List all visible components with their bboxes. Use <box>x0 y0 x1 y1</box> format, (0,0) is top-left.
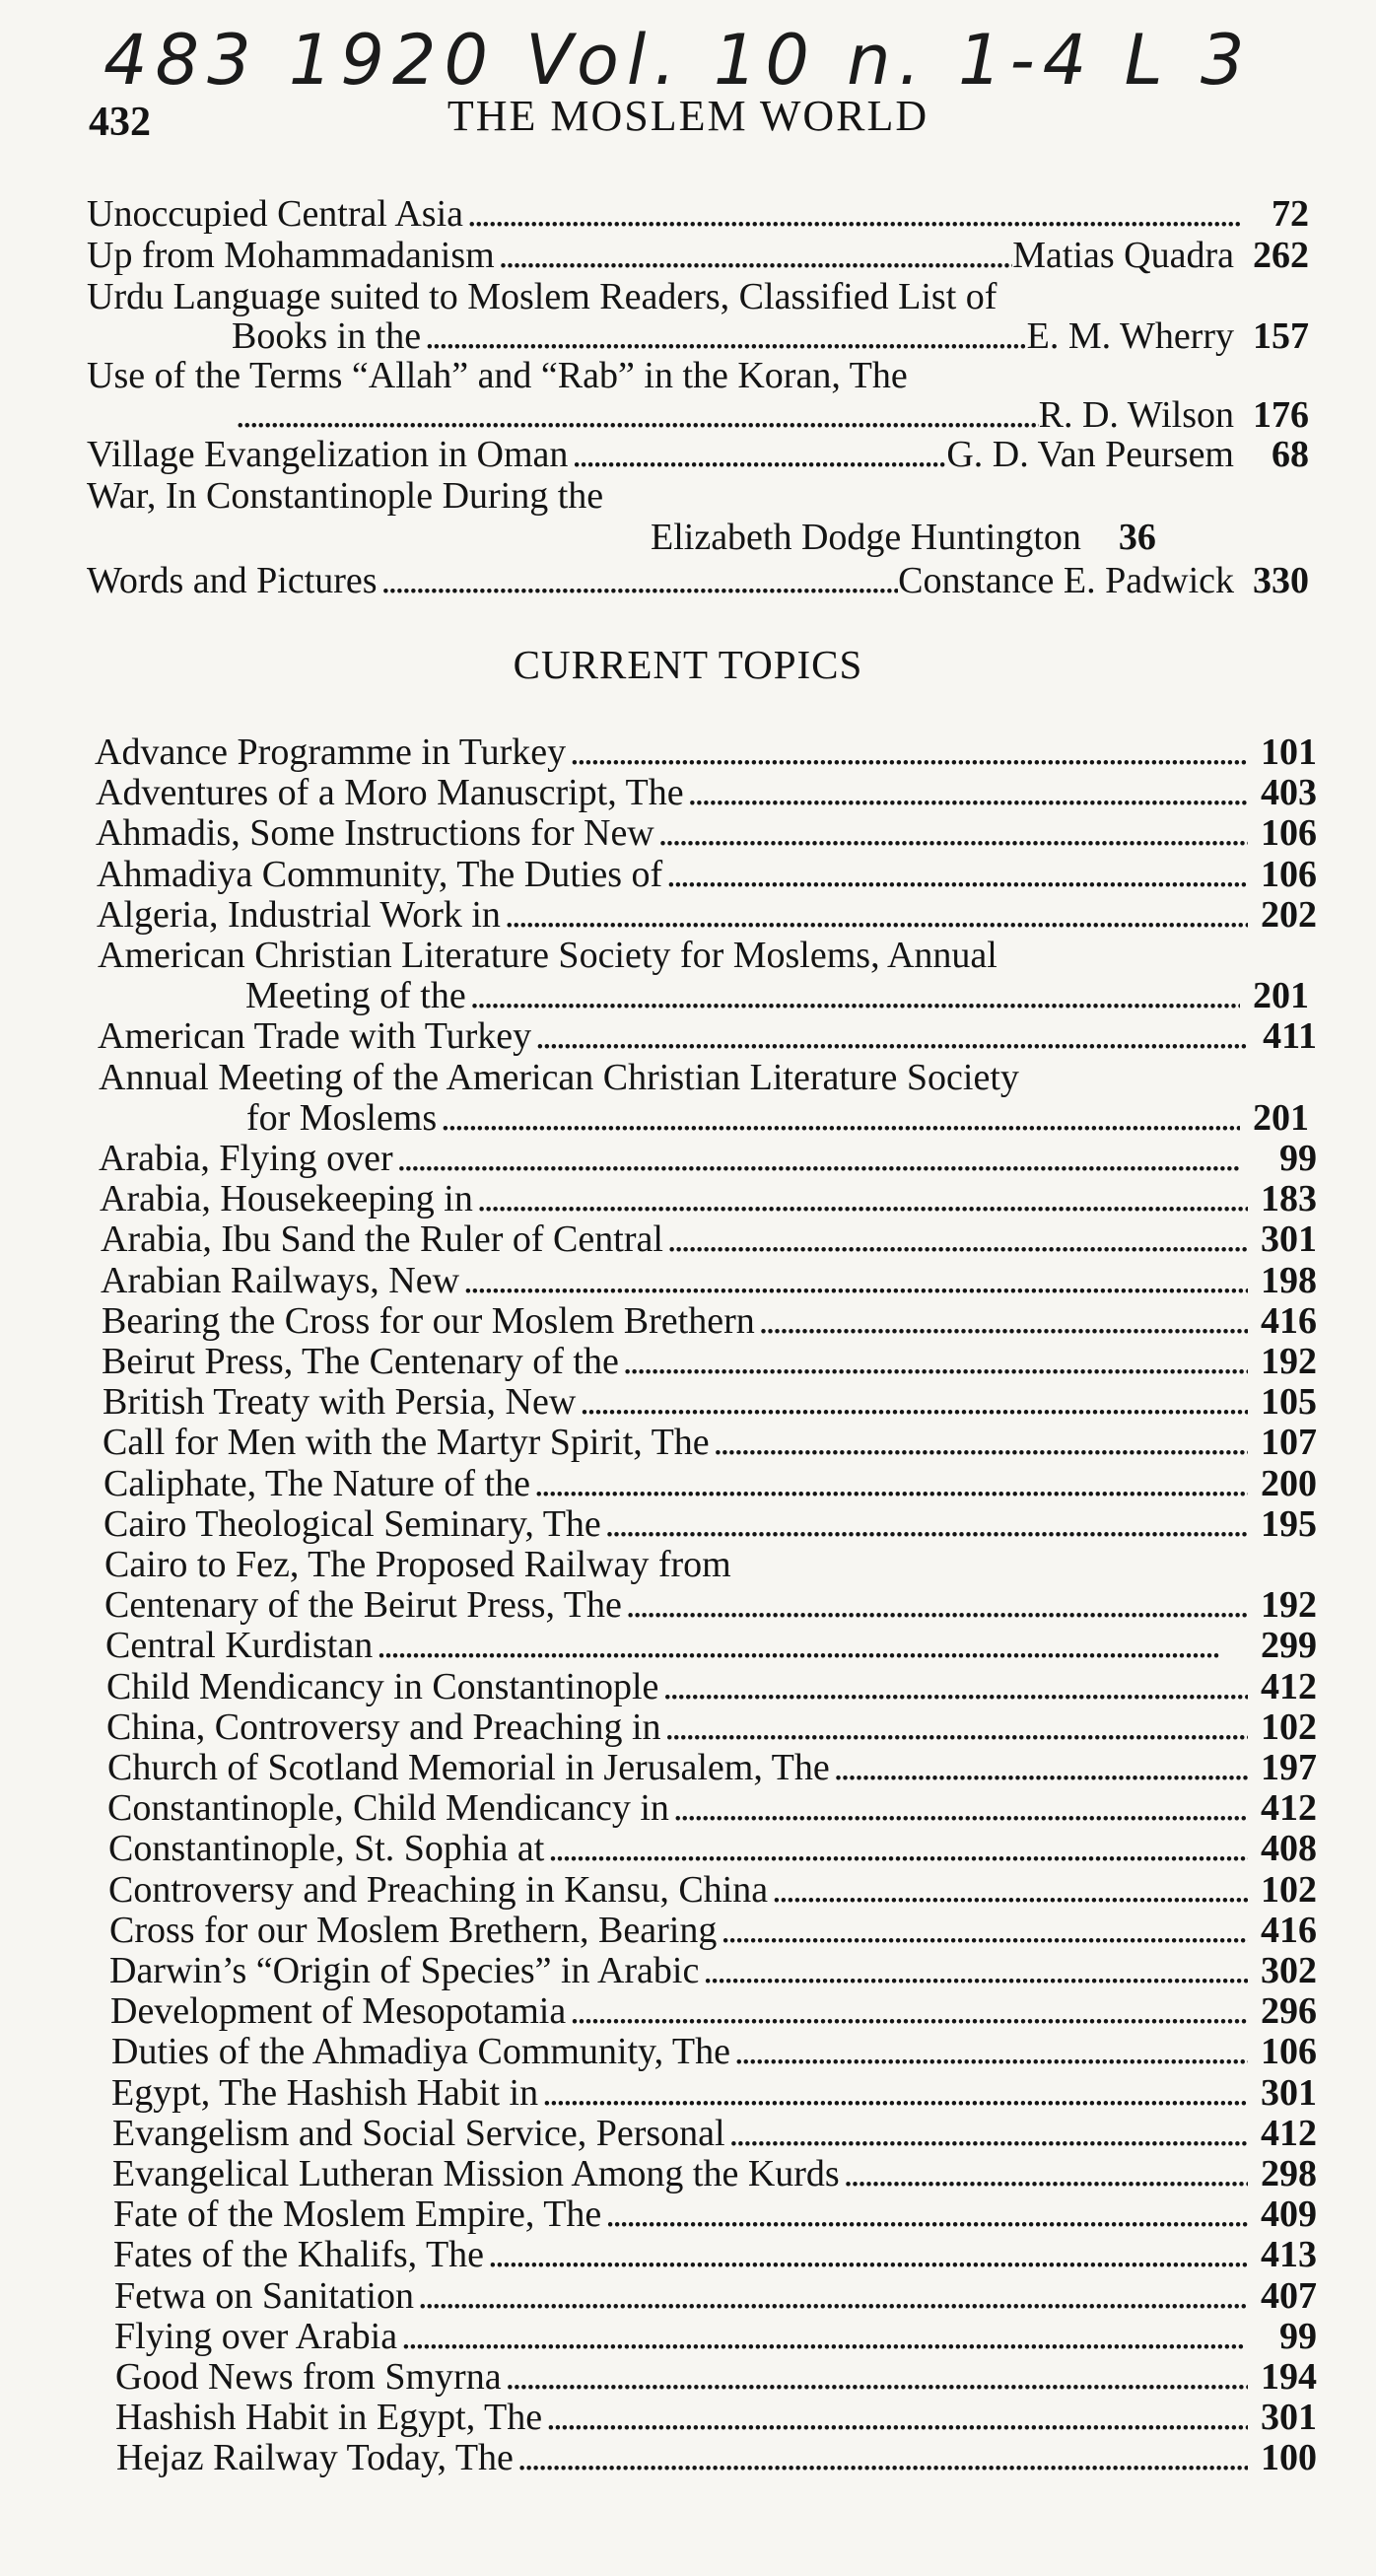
entry-page: 157 <box>1253 315 1309 357</box>
topic-entry <box>96 812 1317 854</box>
topic-page: 101 <box>1261 731 1317 773</box>
topic-page: 106 <box>1261 854 1317 895</box>
topic-title: Darwin’s “Origin of Species” in Arabic <box>109 1950 700 1991</box>
index-entry <box>87 434 1309 475</box>
topic-page: 198 <box>1261 1260 1317 1301</box>
topic-entry <box>97 894 1317 936</box>
topic-entry <box>111 2072 1317 2114</box>
index-entry <box>87 560 1309 601</box>
index-entry <box>232 394 1309 436</box>
entry-author: Matias Quadra <box>1012 235 1234 276</box>
topic-entry <box>103 1503 1317 1545</box>
topic-page: 192 <box>1261 1341 1317 1382</box>
topic-entry <box>112 2153 1317 2194</box>
topic-title: Flying over Arabia <box>114 2316 398 2357</box>
index-entry <box>232 315 1309 357</box>
topic-page: 301 <box>1261 2397 1317 2438</box>
topic-entry <box>104 1584 1317 1626</box>
topic-title: Ahmadiya Community, The Duties of <box>97 854 663 895</box>
topic-title: Church of Scotland Memorial in Jerusalem, The <box>107 1747 830 1788</box>
topic-page: 197 <box>1261 1747 1317 1788</box>
section-title: CURRENT TOPICS <box>513 642 863 687</box>
entry-title: Urdu Language suited to Moslem Readers, Classified List of <box>87 276 998 317</box>
entry-page: 176 <box>1253 394 1309 436</box>
topic-title: Cairo to Fez, The Proposed Railway from <box>104 1544 731 1585</box>
entry-author: Elizabeth Dodge Huntington <box>651 517 1081 558</box>
topic-title: Beirut Press, The Centenary of the <box>102 1341 619 1382</box>
topic-title: Fates of the Khalifs, The <box>113 2234 485 2275</box>
topic-entry <box>105 1625 1317 1666</box>
topic-page: 192 <box>1261 1584 1317 1626</box>
topic-page: 106 <box>1261 2031 1317 2072</box>
topic-entry <box>113 2193 1317 2235</box>
topic-title: Constantinople, Child Mendicancy in <box>107 1787 669 1829</box>
topic-page: 408 <box>1261 1828 1317 1869</box>
topic-entry <box>107 1747 1317 1788</box>
topic-page: 409 <box>1261 2193 1317 2235</box>
topic-entry <box>113 2234 1317 2275</box>
topic-page: 412 <box>1261 2113 1317 2154</box>
topic-title: American Christian Literature Society for Moslems, Annual <box>98 935 998 976</box>
entry-page: 330 <box>1253 560 1309 601</box>
topic-title: Ahmadis, Some Instructions for New <box>96 812 654 854</box>
topic-title-cont: Meeting of the <box>245 975 466 1016</box>
entry-page: 262 <box>1253 235 1309 276</box>
topic-title: Annual Meeting of the American Christian Literature Society <box>99 1057 1019 1098</box>
topic-title: Caliphate, The Nature of the <box>103 1463 530 1504</box>
topic-page: 301 <box>1261 2072 1317 2114</box>
topic-entry <box>102 1341 1317 1382</box>
topic-entry <box>112 2113 1317 2154</box>
entry-title: Use of the Terms “Allah” and “Rab” in the Koran, The <box>87 355 908 396</box>
topic-page: 107 <box>1261 1422 1317 1463</box>
topic-entry <box>101 1218 1317 1260</box>
topic-page: 302 <box>1261 1950 1317 1991</box>
topic-page: 202 <box>1261 894 1317 936</box>
topic-entry <box>103 1422 1317 1463</box>
topic-title: Hashish Habit in Egypt, The <box>115 2397 543 2438</box>
topic-title: Algeria, Industrial Work in <box>97 894 501 936</box>
page-number: 432 <box>89 100 151 145</box>
topic-page: 194 <box>1261 2356 1317 2398</box>
entry-title-cont: Books in the <box>232 315 422 357</box>
topic-title: Advance Programme in Turkey <box>95 731 567 773</box>
topic-page: 201 <box>1253 975 1309 1016</box>
entry-author: Constance E. Padwick <box>898 560 1234 601</box>
topic-entry <box>106 1666 1317 1707</box>
topic-entry <box>108 1869 1317 1911</box>
topic-page: 102 <box>1261 1869 1317 1911</box>
topic-entry <box>100 1178 1317 1219</box>
topic-page: 413 <box>1261 2234 1317 2275</box>
topic-title: Centenary of the Beirut Press, The <box>104 1584 622 1626</box>
topic-page: 106 <box>1261 812 1317 854</box>
topic-page: 195 <box>1261 1503 1317 1545</box>
topic-entry <box>97 854 1317 895</box>
index-entry <box>87 193 1309 235</box>
entry-title: Words and Pictures <box>87 560 378 601</box>
running-head: THE MOSLEM WORLD <box>447 92 929 140</box>
entry-page: 72 <box>1272 193 1309 235</box>
topic-entry <box>99 1138 1317 1179</box>
entry-author: G. D. Van Peursem <box>946 434 1234 475</box>
topic-page: 201 <box>1253 1097 1309 1139</box>
entry-title: Up from Mohammadanism <box>87 235 495 276</box>
topic-title: Evangelism and Social Service, Personal <box>112 2113 725 2154</box>
topic-entry <box>109 1910 1317 1951</box>
topic-page: 99 <box>1279 1138 1317 1179</box>
topic-title: Hejaz Railway Today, The <box>116 2437 514 2478</box>
topic-title: Arabia, Housekeeping in <box>100 1178 473 1219</box>
entry-author: R. D. Wilson <box>1038 394 1234 436</box>
topic-page: 412 <box>1261 1787 1317 1829</box>
topic-entry <box>106 1706 1317 1748</box>
topic-title: Duties of the Ahmadiya Community, The <box>111 2031 730 2072</box>
topic-page: 100 <box>1261 2437 1317 2478</box>
topic-page: 296 <box>1261 1990 1317 2032</box>
topic-entry <box>96 772 1317 813</box>
topic-entry <box>115 2356 1317 2398</box>
topic-title: Adventures of a Moro Manuscript, The <box>96 772 684 813</box>
topic-title: Cairo Theological Seminary, The <box>103 1503 601 1545</box>
entry-page: 68 <box>1272 434 1309 475</box>
topic-page: 407 <box>1261 2275 1317 2317</box>
topic-title: Arabia, Ibu Sand the Ruler of Central <box>101 1218 663 1260</box>
topic-entry <box>246 1097 1309 1139</box>
topic-page: 411 <box>1263 1015 1317 1057</box>
topic-title: Cross for our Moslem Brethern, Bearing <box>109 1910 718 1951</box>
topic-title: Development of Mesopotamia <box>110 1990 567 2032</box>
handwritten-call-number: 483 1920 Vol. 10 n. 1-4 L 3 <box>103 20 1253 101</box>
topic-entry <box>114 2316 1317 2357</box>
topic-title: Arabian Railways, New <box>101 1260 460 1301</box>
topic-entry <box>98 1015 1317 1057</box>
topic-entry <box>103 1381 1317 1423</box>
entry-author: E. M. Wherry <box>1026 315 1234 357</box>
topic-entry <box>245 975 1309 1016</box>
topic-entry <box>111 2031 1317 2072</box>
topic-page: 403 <box>1261 772 1317 813</box>
entry-title: Village Evangelization in Oman <box>87 434 569 475</box>
topic-entry <box>115 2397 1317 2438</box>
topic-title: Evangelical Lutheran Mission Among the Kurds <box>112 2153 840 2194</box>
topic-title: Arabia, Flying over <box>99 1138 393 1179</box>
index-entry <box>87 235 1309 276</box>
topic-entry <box>95 731 1317 773</box>
topic-title: Egypt, The Hashish Habit in <box>111 2072 539 2114</box>
topic-page: 99 <box>1279 2316 1317 2357</box>
topic-title: Bearing the Cross for our Moslem Brethern <box>102 1300 755 1342</box>
topic-title: British Treaty with Persia, New <box>103 1381 577 1423</box>
topic-entry <box>116 2437 1317 2478</box>
topic-page: 298 <box>1261 2153 1317 2194</box>
topic-page: 301 <box>1261 1218 1317 1260</box>
topic-entry <box>101 1260 1317 1301</box>
entry-title: War, In Constantinople During the <box>87 475 604 517</box>
topic-title: Fetwa on Sanitation <box>114 2275 414 2317</box>
topic-entry <box>108 1828 1317 1869</box>
entry-title: Unoccupied Central Asia <box>87 193 464 235</box>
topic-page: 416 <box>1261 1910 1317 1951</box>
topic-entry <box>107 1787 1317 1829</box>
topic-title: Good News from Smyrna <box>115 2356 502 2398</box>
topic-entry <box>102 1300 1317 1342</box>
topic-page: 105 <box>1261 1381 1317 1423</box>
topic-title: Constantinople, St. Sophia at <box>108 1828 545 1869</box>
topic-title: Central Kurdistan <box>105 1625 374 1666</box>
topic-page: 200 <box>1261 1463 1317 1504</box>
topic-title-cont: for Moslems <box>246 1097 438 1139</box>
topic-title: American Trade with Turkey <box>98 1015 532 1057</box>
index-entry <box>651 517 1309 558</box>
topic-entry <box>109 1950 1317 1991</box>
topic-entry <box>114 2275 1317 2317</box>
topic-entry <box>103 1463 1317 1504</box>
topic-title: China, Controversy and Preaching in <box>106 1706 661 1748</box>
topic-title: Child Mendicancy in Constantinople <box>106 1666 659 1707</box>
topic-entry <box>110 1990 1317 2032</box>
topic-entry <box>104 1544 1317 1585</box>
topic-page: 183 <box>1261 1178 1317 1219</box>
topic-title: Call for Men with the Martyr Spirit, The <box>103 1422 710 1463</box>
topic-page: 299 <box>1261 1625 1317 1666</box>
topic-title: Controversy and Preaching in Kansu, China <box>108 1869 769 1911</box>
topic-page: 416 <box>1261 1300 1317 1342</box>
topic-title: Fate of the Moslem Empire, The <box>113 2193 602 2235</box>
topic-page: 102 <box>1261 1706 1317 1748</box>
entry-page: 36 <box>1118 517 1156 558</box>
topic-page: 412 <box>1261 1666 1317 1707</box>
